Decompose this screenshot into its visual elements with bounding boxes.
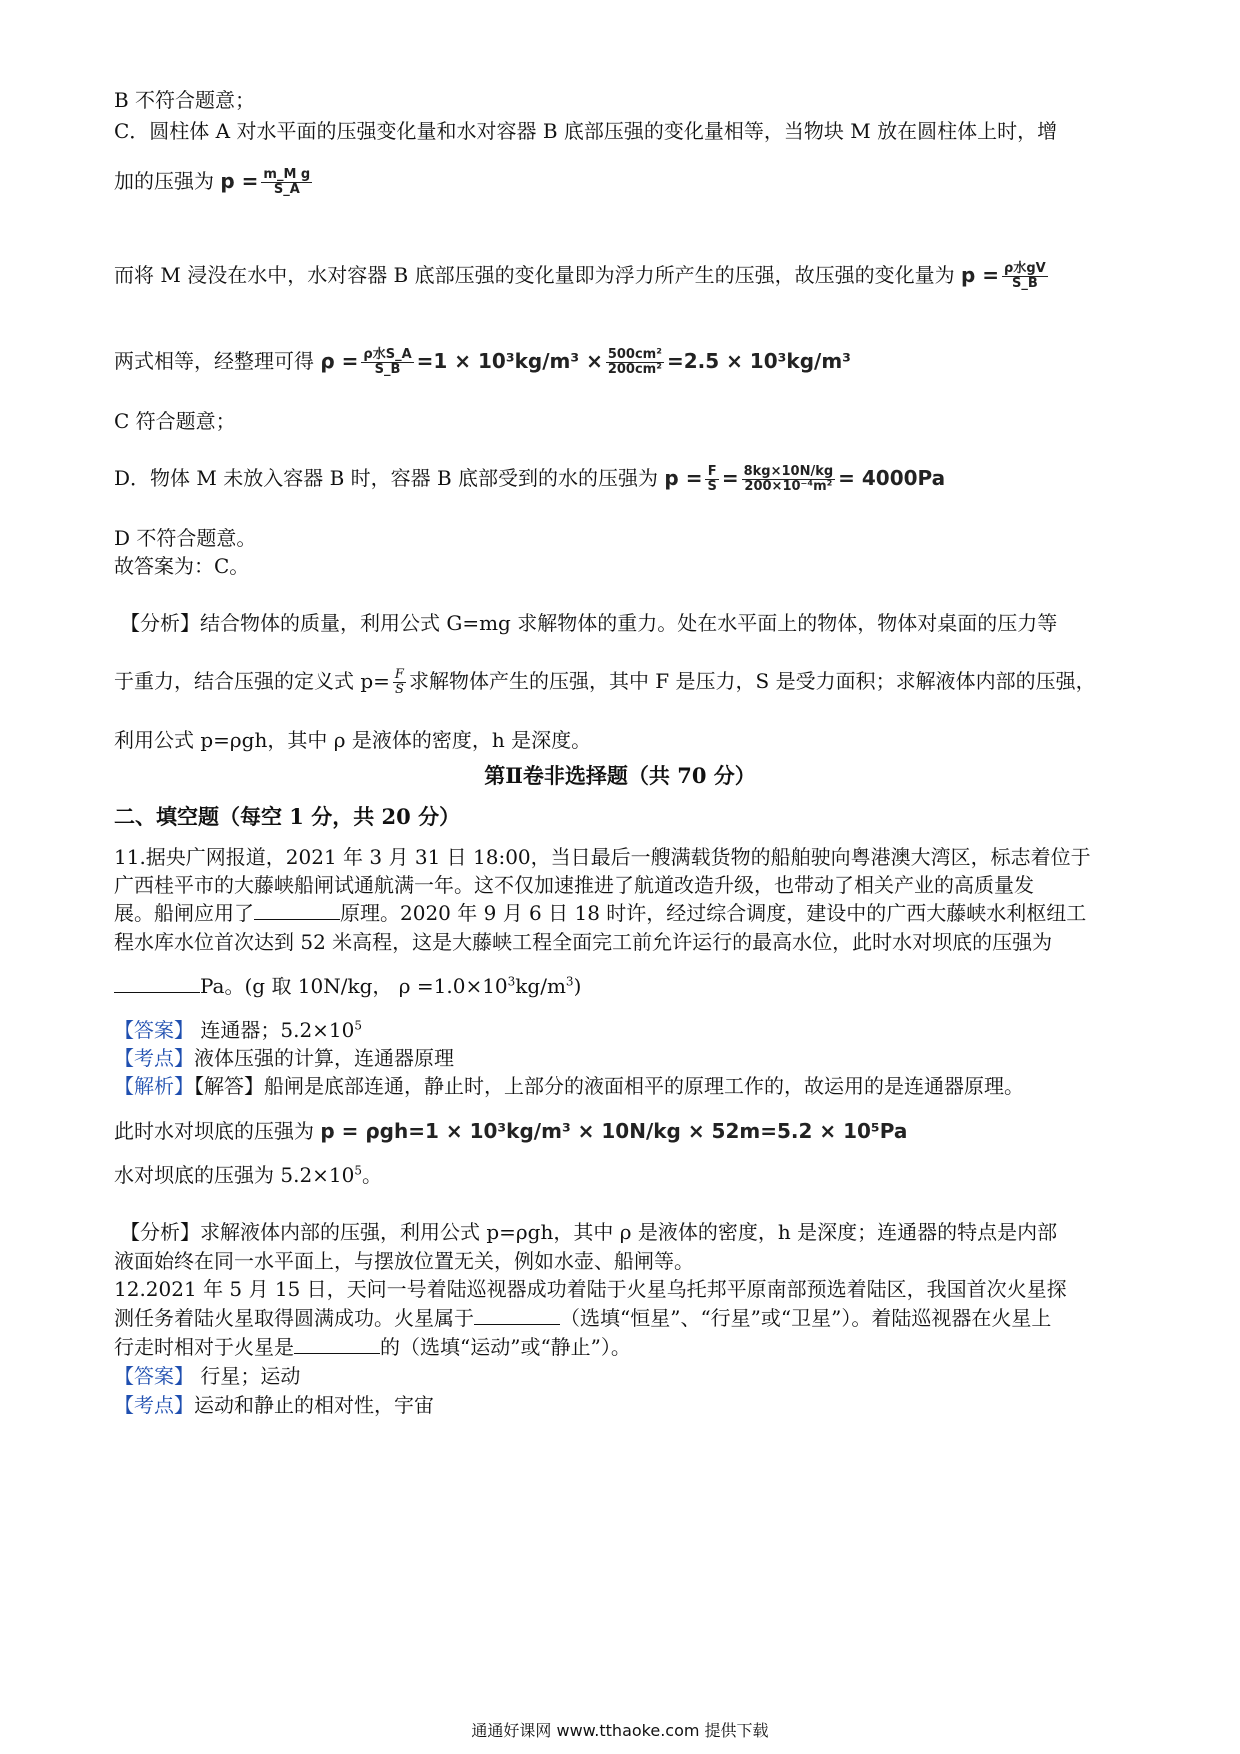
answer-blank xyxy=(474,1306,560,1325)
section-title: 第Ⅱ卷非选择题（共 70 分） xyxy=(484,763,756,788)
analysis-line: 【分析】结合物体的质量，利用公式 G=mg 求解物体的重力。处在水平面上的物体，物体对桌面的压力等 xyxy=(120,611,1058,635)
text-line: C 符合题意； xyxy=(114,409,236,433)
fraction: $\frac{F}{S}$ xyxy=(707,464,717,494)
explanation-line: 此时水对坝底的压强为 p = ρgh=1 × 10³kg/m³ × 10N/kg × 52m=5.2 × 10⁵Pa xyxy=(114,1119,908,1143)
answer-tag: 【答案】 xyxy=(114,1018,194,1042)
text-line: 故答案为：C。 xyxy=(114,554,250,578)
fraction: $\frac{8kg\times 10N/kg}{\text{200×10⁻⁴m²}}$ xyxy=(743,464,834,494)
knowledge-line: 【考点】运动和静止的相对性，宇宙 xyxy=(114,1393,434,1417)
analysis-line: 【分析】求解液体内部的压强，利用公式 p=ρgh，其中 ρ 是液体的密度，h 是深度；连通器的特点是内部 xyxy=(120,1220,1058,1244)
text-line: 两式相等，经整理可得 ρ = $\frac{\text{ρ水S\_A}}{S\_B}$ =1 × 10³kg/m³ × $\frac{\text{500cm²}}{\text{200cm²}}$ =2.5 × 10³kg/m³ xyxy=(114,347,851,377)
text-line: B 不符合题意； xyxy=(114,88,256,112)
question-12-line: 测任务着陆火星取得圆满成功。火星属于 （选填“恒星”、“行星”或“卫星”）。着陆巡视器在火星上 xyxy=(114,1306,1052,1330)
section-subtitle: 二、填空题（每空 1 分，共 20 分） xyxy=(114,804,461,829)
analysis-line: 于重力，结合压强的定义式 p= $\frac{F}{S}$ 求解物体产生的压强，其中 F 是压力，S 是受力面积；求解液体内部的压强， xyxy=(114,667,1096,697)
fraction: $\frac{\text{ρ水S\_A}}{S\_B}$ xyxy=(363,347,412,377)
text-line: 而将 M 浸没在水中，水对容器 B 底部压强的变化量即为浮力所产生的压强，故压强的变化量为 p = $\frac{\text{ρ水gV}}{S\_B}$ xyxy=(114,261,1046,291)
fraction: $\frac{\text{500cm²}}{\text{200cm²}}$ xyxy=(607,347,662,377)
analysis-line: 液面始终在同一水平面上，与摆放位置无关，例如水壶、船闸等。 xyxy=(114,1249,694,1273)
answer-blank xyxy=(294,1335,380,1354)
text-line: C．圆柱体 A 对水平面的压强变化量和水对容器 B 底部压强的变化量相等，当物块 M 放在圆柱体上时，增 xyxy=(114,119,1058,143)
answer-line: 【答案】 行星；运动 xyxy=(114,1364,301,1388)
knowledge-tag: 【考点】 xyxy=(114,1393,194,1417)
question-12-line: 行走时相对于火星是 的（选填“运动”或“静止”）。 xyxy=(114,1335,631,1359)
answer-line: 【答案】 连通器；$5.2\times 10^5$ xyxy=(114,1018,363,1042)
analysis-line: 利用公式 p=ρgh，其中 ρ 是液体的密度，h 是深度。 xyxy=(114,728,592,752)
text-line: D 不符合题意。 xyxy=(114,526,257,550)
question-11-line: 11.据央广网报道，2021 年 3 月 31 日 18:00，当日最后一艘满载货物的船舶驶向粤港澳大湾区，标志着位于 xyxy=(114,845,1091,869)
explanation-tag: 【解析】 xyxy=(114,1074,194,1098)
knowledge-line: 【考点】液体压强的计算，连通器原理 xyxy=(114,1046,454,1070)
fraction: $\frac{F}{S}$ xyxy=(394,667,404,697)
question-11-line: Pa。(g 取 10N/kg， $\rho =1.0\times 10^3kg/m^3$) xyxy=(114,973,581,999)
explanation-line: 【解析】【解答】船闸是底部连通，静止时，上部分的液面相平的原理工作的，故运用的是连通器原理。 xyxy=(114,1074,1024,1098)
fraction: $\frac{\text{m\_M g}}{S\_A}$ xyxy=(263,167,311,197)
knowledge-tag: 【考点】 xyxy=(114,1046,194,1070)
page-footer: 通通好课网 www.tthaoke.com 提供下载 xyxy=(471,1721,769,1740)
text-line: 加的压强为 p = $\frac{\text{m\_M g}}{S\_A}$ xyxy=(114,167,311,197)
question-12-line: 12.2021 年 5 月 15 日，天问一号着陆巡视器成功着陆于火星乌托邦平原南部预选着陆区，我国首次火星探 xyxy=(114,1277,1067,1301)
answer-blank xyxy=(254,901,340,920)
question-11-line: 展。船闸应用了 原理。2020 年 9 月 6 日 18 时许，经过综合调度，建设中的广西大藤峡水利枢纽工 xyxy=(114,901,1087,925)
answer-blank xyxy=(114,974,200,993)
explanation-line: 水对坝底的压强为 $5.2\times 10^5$。 xyxy=(114,1163,383,1187)
question-11-line: 程水库水位首次达到 52 米高程，这是大藤峡工程全面完工前允许运行的最高水位，此时水对坝底的压强为 xyxy=(114,930,1053,954)
fraction: $\frac{\text{ρ水gV}}{S\_B}$ xyxy=(1004,261,1046,291)
question-11-line: 广西桂平市的大藤峡船闸试通航满一年。这不仅加速推进了航道改造升级，也带动了相关产业的高质量发 xyxy=(114,873,1034,897)
answer-tag: 【答案】 xyxy=(114,1364,194,1388)
text-line: D．物体 M 未放入容器 B 时，容器 B 底部受到的水的压强为 p = $\frac{F}{S}$ = $\frac{8kg\times 10N/kg}{\text{200×10⁻⁴m²}}$ = 4000Pa xyxy=(114,464,946,494)
